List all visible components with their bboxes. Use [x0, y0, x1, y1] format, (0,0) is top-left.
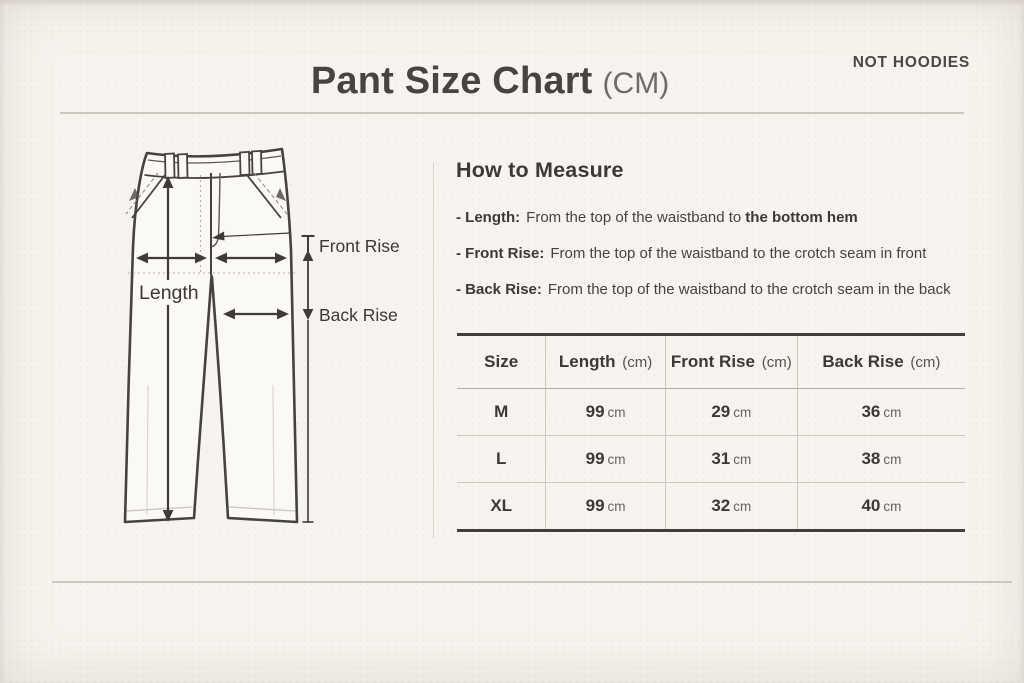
footer-divider	[52, 581, 1012, 583]
page-header	[0, 60, 980, 103]
size-table	[457, 333, 965, 532]
measure-item-term: - Back Rise:	[456, 281, 542, 298]
col-header-length: Length (cm)	[546, 335, 665, 389]
col-header-front-rise: Front Rise (cm)	[665, 335, 797, 389]
cell-front-rise: 32 cm	[665, 483, 797, 531]
brand-logo-text: NOT HOODIES	[852, 54, 970, 71]
cell-length: 99 cm	[546, 436, 665, 483]
measure-item-front-rise	[456, 246, 976, 261]
cell-front-rise: 29 cm	[665, 389, 797, 436]
col-header-back-rise: Back Rise (cm)	[797, 335, 965, 389]
back-rise-label: Back Rise	[319, 305, 398, 325]
measure-item-term: - Front Rise:	[456, 245, 545, 262]
pants-outline	[125, 149, 297, 522]
cell-size: L	[457, 436, 546, 483]
cell-length: 99 cm	[546, 483, 665, 531]
measure-item-length	[456, 210, 976, 225]
table-row-l	[457, 436, 965, 483]
pants-measure-diagram	[90, 130, 430, 550]
measure-item-emphasis: the bottom hem	[745, 209, 858, 226]
cell-back-rise: 38 cm	[797, 436, 965, 483]
page-title: Pant Size Chart	[310, 60, 593, 102]
how-to-measure-list	[456, 210, 976, 297]
size-table-header-row	[457, 335, 965, 389]
length-label: Length	[139, 282, 199, 304]
cell-size: XL	[457, 483, 546, 531]
column-divider	[433, 163, 434, 538]
front-rise-label: Front Rise	[319, 236, 400, 256]
how-to-measure-heading: How to Measure	[456, 158, 624, 182]
cell-size: M	[494, 402, 509, 421]
page-title-unit: (CM)	[602, 67, 670, 100]
col-header-size: Size	[457, 335, 546, 389]
measure-item-desc: From the top of the waistband to the crotch seam in the back	[547, 281, 951, 298]
cell-back-rise: 36 cm	[797, 389, 965, 436]
measure-item-term: - Length:	[456, 209, 521, 226]
measure-item-desc: From the top of the waistband to	[526, 209, 742, 226]
table-row-m	[457, 389, 965, 436]
measure-item-back-rise	[456, 282, 976, 297]
cell-back-rise: 40 cm	[797, 483, 965, 531]
measure-item-desc: From the top of the waistband to the crotch seam in front	[550, 245, 927, 262]
cell-length: 99 cm	[546, 389, 665, 436]
table-row-xl	[457, 483, 965, 531]
header-divider	[60, 112, 964, 114]
cell-front-rise: 31 cm	[665, 436, 797, 483]
